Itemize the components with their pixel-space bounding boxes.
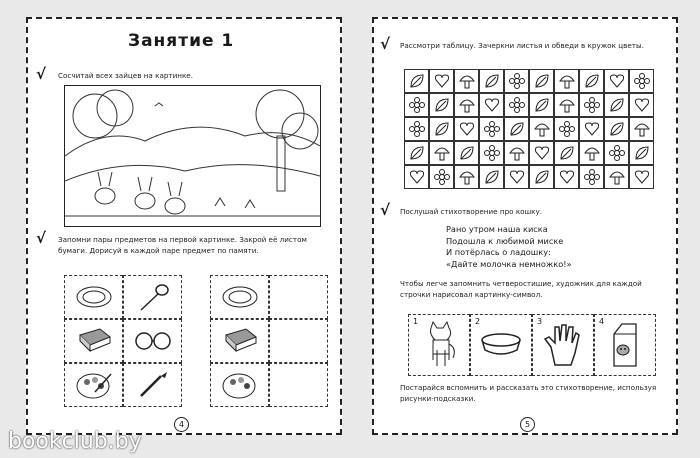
symbol-cell <box>594 314 656 376</box>
heart-icon[interactable] <box>529 141 554 165</box>
forest-illustration <box>64 85 321 227</box>
leaf-icon[interactable] <box>404 141 429 165</box>
symbol-cell <box>408 314 470 376</box>
empty-cell[interactable] <box>269 363 328 407</box>
empty-cell[interactable] <box>269 275 328 319</box>
heart-icon[interactable] <box>404 165 429 189</box>
leaf-icon[interactable] <box>429 93 454 117</box>
leaf-icon[interactable] <box>529 69 554 93</box>
flower-icon[interactable] <box>579 165 604 189</box>
leaf-icon[interactable] <box>454 141 479 165</box>
heart-icon[interactable] <box>629 93 654 117</box>
poem <box>446 224 572 270</box>
leaf-icon[interactable] <box>604 117 629 141</box>
leaf-icon[interactable] <box>479 69 504 93</box>
poem-line: Подошла к любимой миске <box>446 235 564 246</box>
symbol-pictures <box>408 314 656 376</box>
heart-icon[interactable] <box>479 93 504 117</box>
bowl-icon <box>479 330 523 360</box>
symbol-table <box>404 69 654 189</box>
heart-icon[interactable] <box>454 117 479 141</box>
mushroom-icon[interactable] <box>629 117 654 141</box>
symbol-number: 3 <box>537 317 543 326</box>
leaf-icon[interactable] <box>579 69 604 93</box>
task-retell: Постарайся вспомнить и рассказать это стихотворение, используя рисунки-подсказки. <box>400 383 657 403</box>
book-icon <box>64 319 123 363</box>
leaf-icon[interactable] <box>554 141 579 165</box>
symbol-number: 2 <box>475 317 481 326</box>
watermark: bookclub.by <box>8 429 142 454</box>
leaf-icon[interactable] <box>529 165 554 189</box>
pairs-grid-original <box>64 275 182 407</box>
heart-icon[interactable] <box>604 69 629 93</box>
task-listen-poem: Послушай стихотворение про кошку. <box>400 207 543 216</box>
task-count-rabbits: Сосчитай всех зайцев на картинке. <box>58 71 194 80</box>
poem-line: Рано утром наша киска <box>446 224 548 234</box>
plate-icon <box>64 275 123 319</box>
cat-icon <box>419 320 459 370</box>
mushroom-icon[interactable] <box>579 141 604 165</box>
flower-icon[interactable] <box>629 69 654 93</box>
page-number: 4 <box>174 417 189 432</box>
task-memorize-pairs: Запомни пары предметов на первой картинке. Закрой её листом бумаги. Дорисуй в каждой паре предмет по памяти. <box>58 235 307 255</box>
flower-icon[interactable] <box>504 93 529 117</box>
flower-icon[interactable] <box>579 93 604 117</box>
plate-icon <box>210 275 269 319</box>
flower-icon[interactable] <box>479 141 504 165</box>
mushroom-icon[interactable] <box>554 69 579 93</box>
leaf-icon[interactable] <box>404 69 429 93</box>
heart-icon[interactable] <box>629 165 654 189</box>
poem-line: И потёрлась о ладошку: <box>446 247 551 257</box>
page-title: Занятие 1 <box>128 31 235 51</box>
mushroom-icon[interactable] <box>454 93 479 117</box>
symbol-cell <box>470 314 532 376</box>
mushroom-icon[interactable] <box>554 93 579 117</box>
mushroom-icon[interactable] <box>529 117 554 141</box>
empty-cell[interactable] <box>269 319 328 363</box>
mushroom-icon[interactable] <box>504 141 529 165</box>
leaf-icon[interactable] <box>504 117 529 141</box>
flower-icon[interactable] <box>504 69 529 93</box>
heart-icon[interactable] <box>554 165 579 189</box>
right-page <box>372 17 678 435</box>
palette-icon <box>64 363 123 407</box>
pairs-grid-recall <box>210 275 328 407</box>
flower-icon[interactable] <box>404 93 429 117</box>
mushroom-icon[interactable] <box>454 165 479 189</box>
flower-icon[interactable] <box>554 117 579 141</box>
heart-icon[interactable] <box>504 165 529 189</box>
checkmark-icon: √ <box>380 201 391 219</box>
poem-line: «Дайте молочка немножко!» <box>446 258 572 269</box>
spoon-icon <box>123 275 182 319</box>
symbol-number: 4 <box>599 317 605 326</box>
checkmark-icon: √ <box>36 65 47 83</box>
leaf-icon[interactable] <box>604 93 629 117</box>
leaf-icon[interactable] <box>629 141 654 165</box>
checkmark-icon: √ <box>380 35 391 53</box>
page-number: 5 <box>520 417 535 432</box>
mushroom-icon[interactable] <box>604 165 629 189</box>
flower-icon[interactable] <box>429 165 454 189</box>
task-table: Рассмотри таблицу. Зачеркни листья и обведи в кружок цветы. <box>400 41 644 50</box>
symbol-cell <box>532 314 594 376</box>
book-icon <box>210 319 269 363</box>
flower-icon[interactable] <box>479 117 504 141</box>
flower-icon[interactable] <box>404 117 429 141</box>
leaf-icon[interactable] <box>429 117 454 141</box>
symbol-number: 1 <box>413 317 419 326</box>
leaf-icon[interactable] <box>529 93 554 117</box>
palette-icon <box>210 363 269 407</box>
milk-carton-icon <box>608 320 642 370</box>
task-symbols-intro: Чтобы легче запомнить четверостишие, художник для каждой строчки нарисовал картинку-символ. <box>400 279 642 299</box>
checkmark-icon: √ <box>36 229 47 247</box>
flower-icon[interactable] <box>604 141 629 165</box>
leaf-icon[interactable] <box>479 165 504 189</box>
heart-icon[interactable] <box>429 69 454 93</box>
mushroom-icon[interactable] <box>454 69 479 93</box>
mushroom-icon[interactable] <box>429 141 454 165</box>
hand-icon <box>541 321 585 369</box>
brush-icon <box>123 363 182 407</box>
glasses-icon <box>123 319 182 363</box>
left-page <box>26 17 342 435</box>
heart-icon[interactable] <box>579 117 604 141</box>
